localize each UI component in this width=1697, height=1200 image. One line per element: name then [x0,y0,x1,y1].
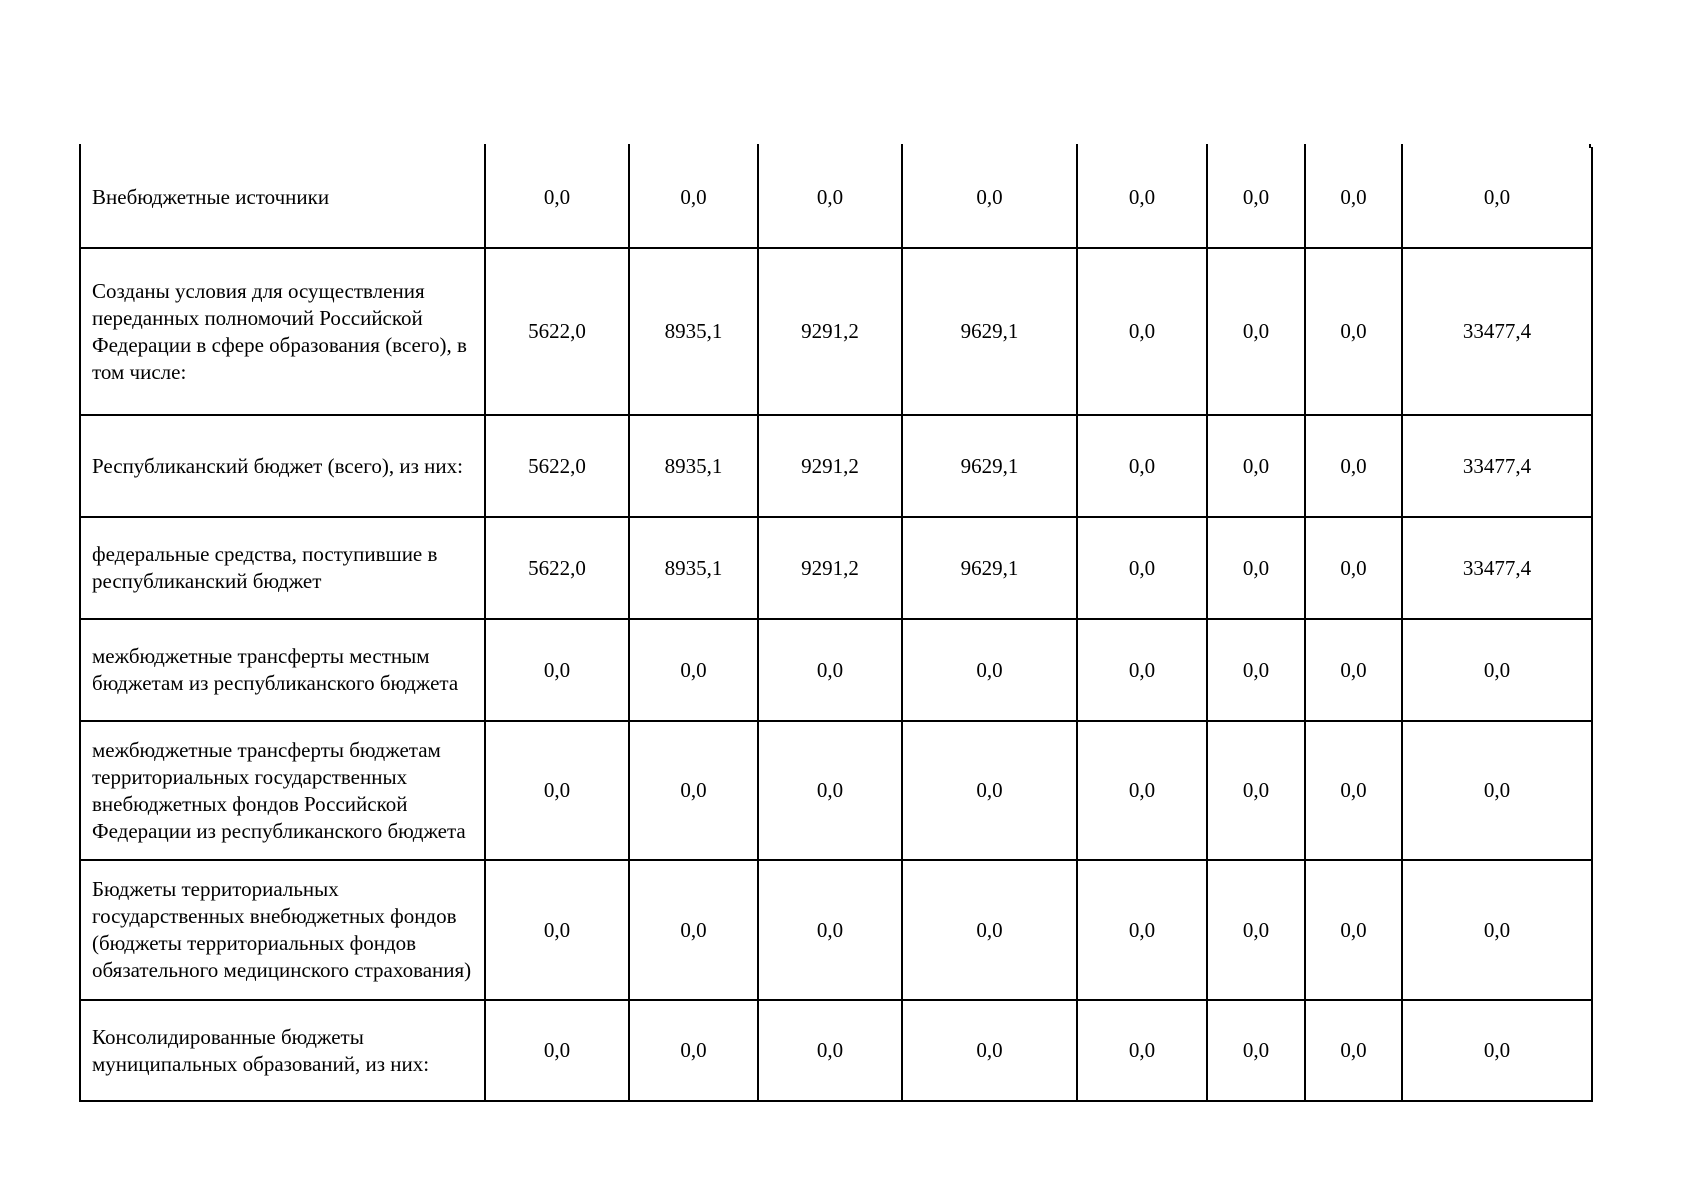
cell-value: 0,0 [1077,721,1207,860]
cell-value: 0,0 [1207,721,1305,860]
cell-value: 0,0 [758,1000,902,1101]
row-label: Республиканский бюджет (всего), из них: [80,415,485,517]
cell-value: 0,0 [1207,147,1305,248]
cell-value: 0,0 [629,619,758,721]
cell-value: 8935,1 [629,415,758,517]
cell-value: 9291,2 [758,517,902,619]
cell-value: 0,0 [1305,619,1402,721]
cell-value: 8935,1 [629,248,758,415]
cell-value: 0,0 [485,860,629,1000]
table-row [80,1000,1592,1101]
row-label: Консолидированные бюджеты муниципальных образований, из них: [80,1000,485,1101]
cell-value: 0,0 [1207,860,1305,1000]
cell-value: 0,0 [1305,860,1402,1000]
cell-value: 0,0 [1207,415,1305,517]
cell-value: 0,0 [1305,1000,1402,1101]
cell-value: 0,0 [902,1000,1077,1101]
cell-value: 0,0 [485,147,629,248]
cell-value: 9629,1 [902,248,1077,415]
cell-value: 9291,2 [758,415,902,517]
cell-value: 9629,1 [902,517,1077,619]
cell-total: 0,0 [1402,860,1592,1000]
cell-value: 0,0 [629,721,758,860]
cell-value: 0,0 [485,1000,629,1101]
row-label: межбюджетные трансферты местным бюджетам из республиканского бюджета [80,619,485,721]
cell-value: 0,0 [1077,619,1207,721]
row-label: Бюджеты территориальных государственных внебюджетных фондов (бюджеты территориальных фондов обязательного медицинского страхования) [80,860,485,1000]
cell-total: 0,0 [1402,721,1592,860]
cell-value: 0,0 [1077,1000,1207,1101]
cell-value: 9291,2 [758,248,902,415]
cell-value: 0,0 [902,619,1077,721]
cell-value: 5622,0 [485,517,629,619]
cell-value: 0,0 [758,860,902,1000]
cell-value: 0,0 [758,721,902,860]
cell-total: 33477,4 [1402,248,1592,415]
cell-value: 0,0 [1305,147,1402,248]
cell-value: 0,0 [629,1000,758,1101]
cell-value: 0,0 [1207,517,1305,619]
cell-value: 0,0 [902,721,1077,860]
table-row [80,147,1592,248]
cell-value: 0,0 [1305,721,1402,860]
cell-value: 0,0 [485,619,629,721]
row-label: федеральные средства, поступившие в республиканский бюджет [80,517,485,619]
row-label: Созданы условия для осуществления переданных полномочий Российской Федерации в сфере образования (всего), в том числе: [80,248,485,415]
cell-value: 0,0 [1305,517,1402,619]
cell-value: 0,0 [1077,415,1207,517]
cell-value: 0,0 [758,147,902,248]
budget-table [79,147,1593,1102]
cell-value: 0,0 [1305,248,1402,415]
table-row [80,415,1592,517]
cell-value: 0,0 [629,860,758,1000]
cell-value: 0,0 [1207,248,1305,415]
cell-value: 0,0 [1077,248,1207,415]
cell-value: 5622,0 [485,248,629,415]
cell-value: 0,0 [902,147,1077,248]
cell-value: 0,0 [485,721,629,860]
cell-value: 0,0 [1077,517,1207,619]
cell-value: 0,0 [1077,147,1207,248]
cell-value: 0,0 [902,860,1077,1000]
cell-total: 33477,4 [1402,517,1592,619]
cell-total: 0,0 [1402,147,1592,248]
table-row [80,860,1592,1000]
cell-value: 0,0 [1305,415,1402,517]
table-row [80,517,1592,619]
cell-value: 0,0 [1207,619,1305,721]
table-row [80,721,1592,860]
cell-value: 9629,1 [902,415,1077,517]
cell-total: 0,0 [1402,619,1592,721]
cell-value: 0,0 [1207,1000,1305,1101]
table-row [80,619,1592,721]
cell-value: 0,0 [758,619,902,721]
cell-value: 8935,1 [629,517,758,619]
table-row [80,248,1592,415]
cell-value: 5622,0 [485,415,629,517]
row-label: Внебюджетные источники [80,147,485,248]
cell-total: 33477,4 [1402,415,1592,517]
cell-total: 0,0 [1402,1000,1592,1101]
cell-value: 0,0 [1077,860,1207,1000]
cell-value: 0,0 [629,147,758,248]
row-label: межбюджетные трансферты бюджетам территориальных государственных внебюджетных фондов Российской Федерации из республиканского бюджета [80,721,485,860]
